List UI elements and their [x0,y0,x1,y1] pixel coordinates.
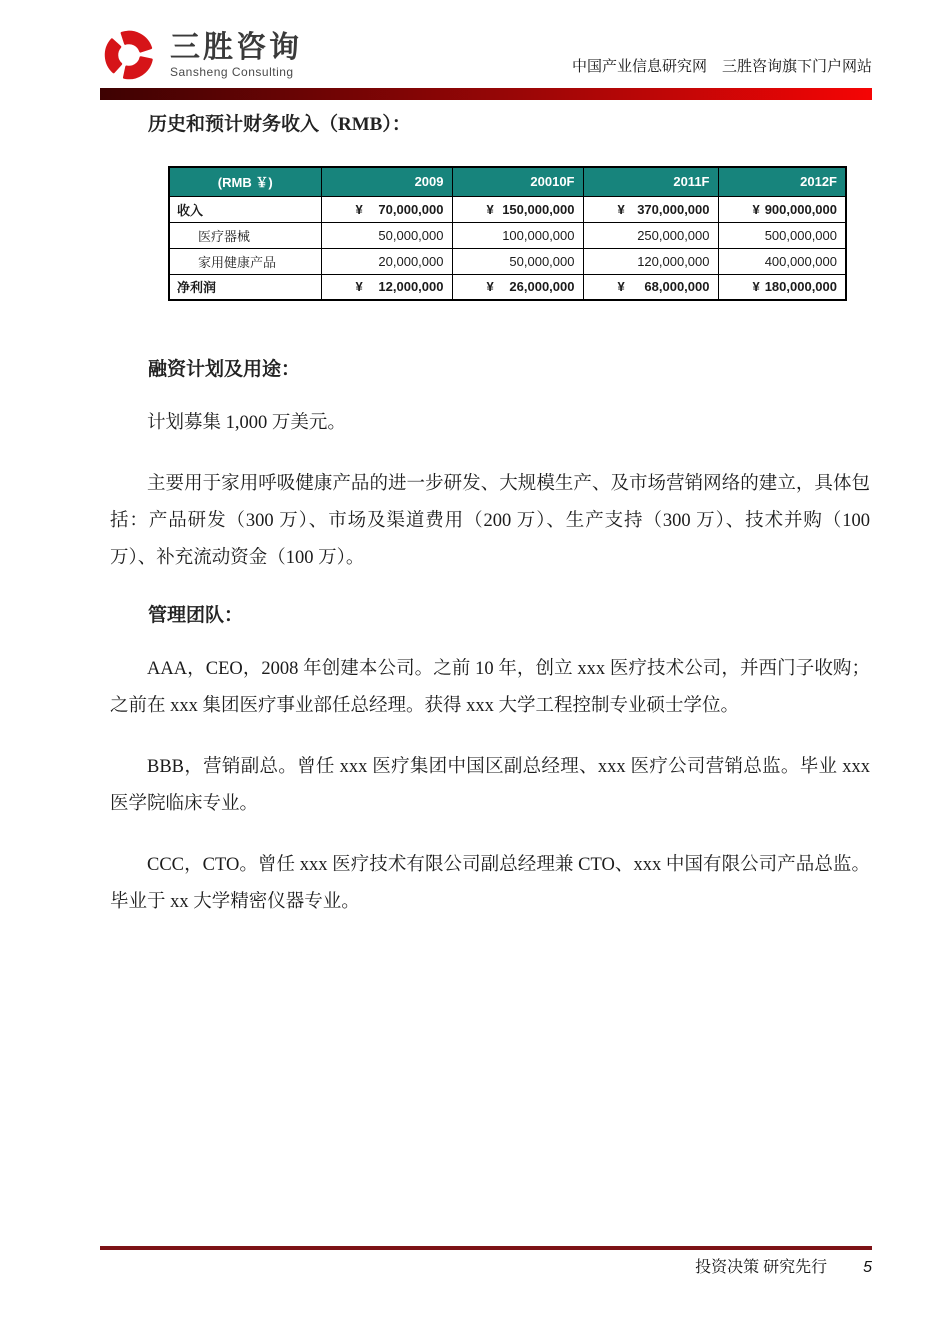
team-paragraph-marketing: BBB，营销副总。曾任 xxx 医疗集团中国区副总经理、xxx 医疗公司营销总监。毕业 xxx 医学院临床专业。 [110,757,870,814]
document-content [110,112,870,921]
yen-symbol: ¥ [486,201,494,217]
header-tagline: 中国产业信息研究网 三胜咨询旗下门户网站 [571,59,872,75]
yen-symbol: ¥ [355,279,363,295]
cell-value: 20,000,000 [321,248,452,274]
row-label: 医疗器械 [169,222,321,248]
cell-value: 120,000,000 [583,248,718,274]
column-header-year: 20010F [452,167,583,196]
funding-heading: 融资计划及用途： [148,359,301,380]
footer-slogan: 投资决策 研究先行 [695,1259,828,1276]
table-row [169,248,846,274]
page-header [100,26,872,84]
cell-value: 400,000,000 [718,248,846,274]
cell-value: 50,000,000 [452,248,583,274]
yen-symbol: ¥ [355,201,363,217]
header-divider-bar [100,88,872,100]
yen-symbol: ¥ [752,279,760,295]
page-number: 5 [863,1259,872,1276]
cell-value [718,196,846,222]
yen-symbol: ¥ [486,279,494,295]
amount-value: 370,000,000 [637,201,710,217]
team-paragraph-ceo: AAA，CEO，2008 年创建本公司。之前 10 年，创立 xxx 医疗技术公司，并西门子收购；之前在 xxx 集团医疗事业部任总经理。获得 xxx 大学工程控制专业硕士学位。 [110,659,870,716]
cell-value: 250,000,000 [583,222,718,248]
cell-value [583,196,718,222]
amount-value: 68,000,000 [644,279,710,295]
financial-table [168,166,847,301]
row-label: 家用健康产品 [169,248,321,274]
cell-value [583,274,718,300]
team-paragraph-cto: CCC，CTO。曾任 xxx 医疗技术有限公司副总经理兼 CTO、xxx 中国有限公司产品总监。毕业于 xx 大学精密仪器专业。 [110,855,870,912]
amount-value: 150,000,000 [502,201,575,217]
cell-value [321,196,452,222]
amount-value: 70,000,000 [378,201,444,217]
column-header-year: 2011F [583,167,718,196]
table-row [169,274,846,300]
cell-value: 50,000,000 [321,222,452,248]
cell-value [452,274,583,300]
page-footer [100,1246,872,1277]
cell-value [718,274,846,300]
amount-value: 180,000,000 [764,279,837,295]
table-row [169,222,846,248]
column-header-unit: (RMB ￥) [169,167,321,196]
row-label: 收入 [169,196,321,222]
logo-triskelion-icon [100,26,158,84]
amount-value: 26,000,000 [509,279,575,295]
column-header-year: 2009 [321,167,452,196]
team-heading: 管理团队： [148,605,244,626]
yen-symbol: ¥ [617,201,625,217]
footer-divider-line [100,1246,872,1250]
row-label: 净利润 [169,274,321,300]
logo-text [170,31,302,79]
yen-symbol: ¥ [752,201,760,217]
funding-paragraph-usage: 主要用于家用呼吸健康产品的进一步研发、大规模生产、及市场营销网络的建立，具体包括：产品研发（300 万）、市场及渠道费用（200 万）、生产支持（300 万）、技术并购（100 万）、补充流动资金（100 万）。 [110,474,870,568]
brand-name-en: Sansheng Consulting [170,65,294,79]
cell-value: 100,000,000 [452,222,583,248]
cell-value [452,196,583,222]
cell-value [321,274,452,300]
brand-name-cn: 三胜咨询 [170,31,302,64]
yen-symbol: ¥ [617,279,625,295]
column-header-year: 2012F [718,167,846,196]
company-logo [100,26,302,84]
table-title: 历史和预计财务收入（RMB）： [148,114,411,135]
table-row [169,196,846,222]
cell-value: 500,000,000 [718,222,846,248]
footer-text [100,1254,872,1277]
amount-value: 900,000,000 [764,201,837,217]
amount-value: 12,000,000 [378,279,444,295]
table-header-row [169,167,846,196]
funding-paragraph-amount: 计划募集 1,000 万美元。 [147,413,346,433]
